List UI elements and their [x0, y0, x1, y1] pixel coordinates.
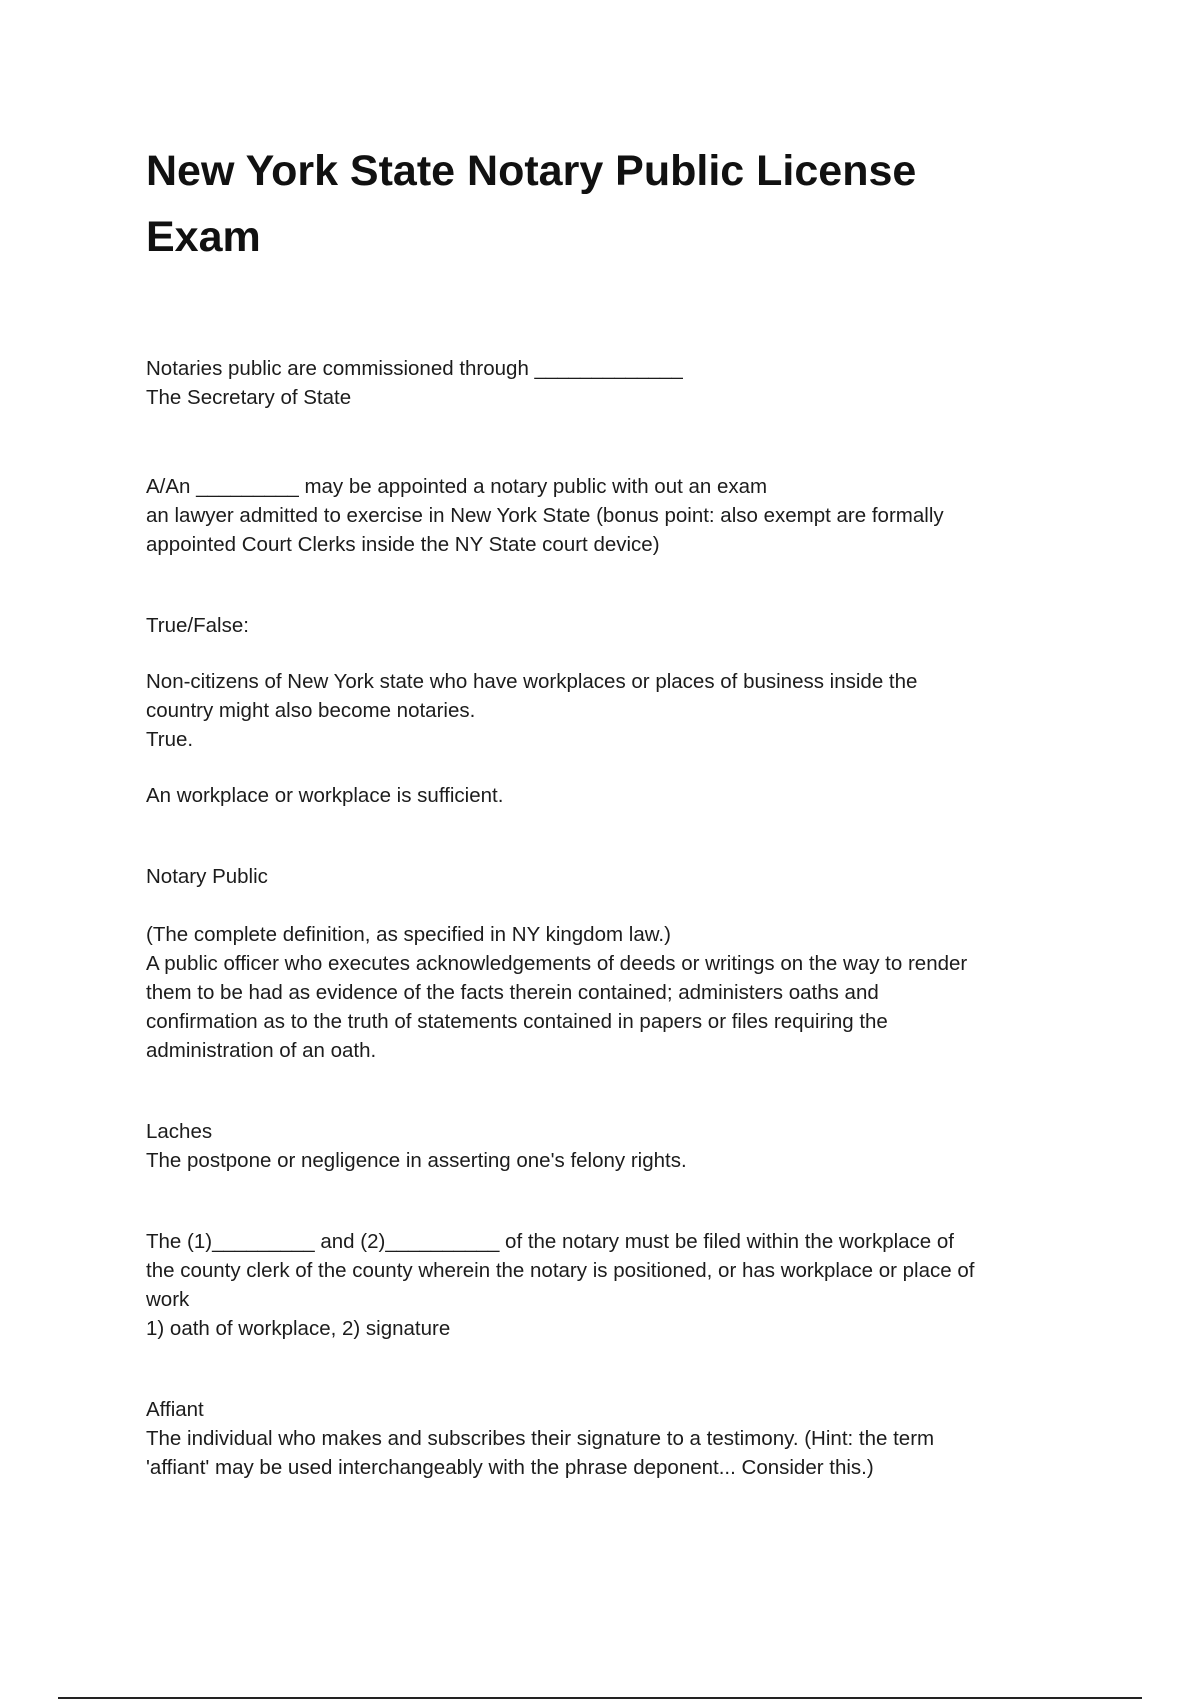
- term-text: Affiant: [146, 1398, 204, 1421]
- answer-text: appointed Court Clerks inside the NY State court device): [146, 533, 660, 556]
- definition-text: (The complete definition, as specified in NY kingdom law.): [146, 923, 671, 946]
- qa-item-filing: [146, 1227, 1056, 1343]
- question-text: country might also become notaries.: [146, 699, 476, 722]
- answer-text: 1) oath of workplace, 2) signature: [146, 1317, 451, 1340]
- definition-text: administration of an oath.: [146, 1039, 377, 1062]
- definition-text: confirmation as to the truth of statements contained in papers or files requiring the: [146, 1010, 888, 1033]
- question-text: Notaries public are commissioned through _____________: [146, 357, 683, 380]
- term-text: Notary Public: [146, 865, 268, 888]
- definition-notary-public: [146, 920, 1056, 1065]
- qa-item-non-citizens: [146, 667, 1056, 754]
- question-text: the county clerk of the county wherein the notary is positioned, or has workplace or place of: [146, 1259, 975, 1282]
- answer-text: True.: [146, 728, 194, 751]
- question-text: Non-citizens of New York state who have workplaces or places of business inside the: [146, 670, 918, 693]
- question-text: work: [146, 1288, 190, 1311]
- definition-text: The postpone or negligence in asserting one's felony rights.: [146, 1149, 687, 1172]
- title-line-2: Exam: [146, 213, 261, 261]
- title-line-1: New York State Notary Public License: [146, 147, 917, 195]
- term-affiant: [146, 1395, 1056, 1482]
- answer-text: The Secretary of State: [146, 386, 352, 409]
- term-notary-public: [146, 862, 1056, 891]
- definition-text: The individual who makes and subscribes their signature to a testimony. (Hint: the term: [146, 1427, 935, 1450]
- question-text: The (1)_________ and (2)__________ of the notary must be filed within the workplace of: [146, 1230, 954, 1253]
- section-label: True/False:: [146, 614, 249, 637]
- answer-text: an lawyer admitted to exercise in New York State (bonus point: also exempt are formally: [146, 504, 944, 527]
- definition-text: A public officer who executes acknowledgements of deeds or writings on the way to render: [146, 952, 968, 975]
- footer-divider: [58, 1697, 1142, 1699]
- term-laches: [146, 1117, 1056, 1175]
- qa-item-commissioned: [146, 354, 1056, 412]
- note-text: An workplace or workplace is sufficient.: [146, 784, 504, 807]
- definition-text: them to be had as evidence of the facts therein contained; administers oaths and: [146, 981, 879, 1004]
- section-label-true-false: [146, 611, 1056, 640]
- document-page: [146, 138, 1056, 1482]
- definition-text: 'affiant' may be used interchangeably with the phrase deponent... Consider this.): [146, 1456, 874, 1479]
- note-item: [146, 781, 1056, 810]
- question-text: A/An _________ may be appointed a notary public with out an exam: [146, 475, 768, 498]
- term-text: Laches: [146, 1120, 213, 1143]
- page-title: [146, 138, 1056, 270]
- qa-item-exam-exempt: [146, 472, 1056, 559]
